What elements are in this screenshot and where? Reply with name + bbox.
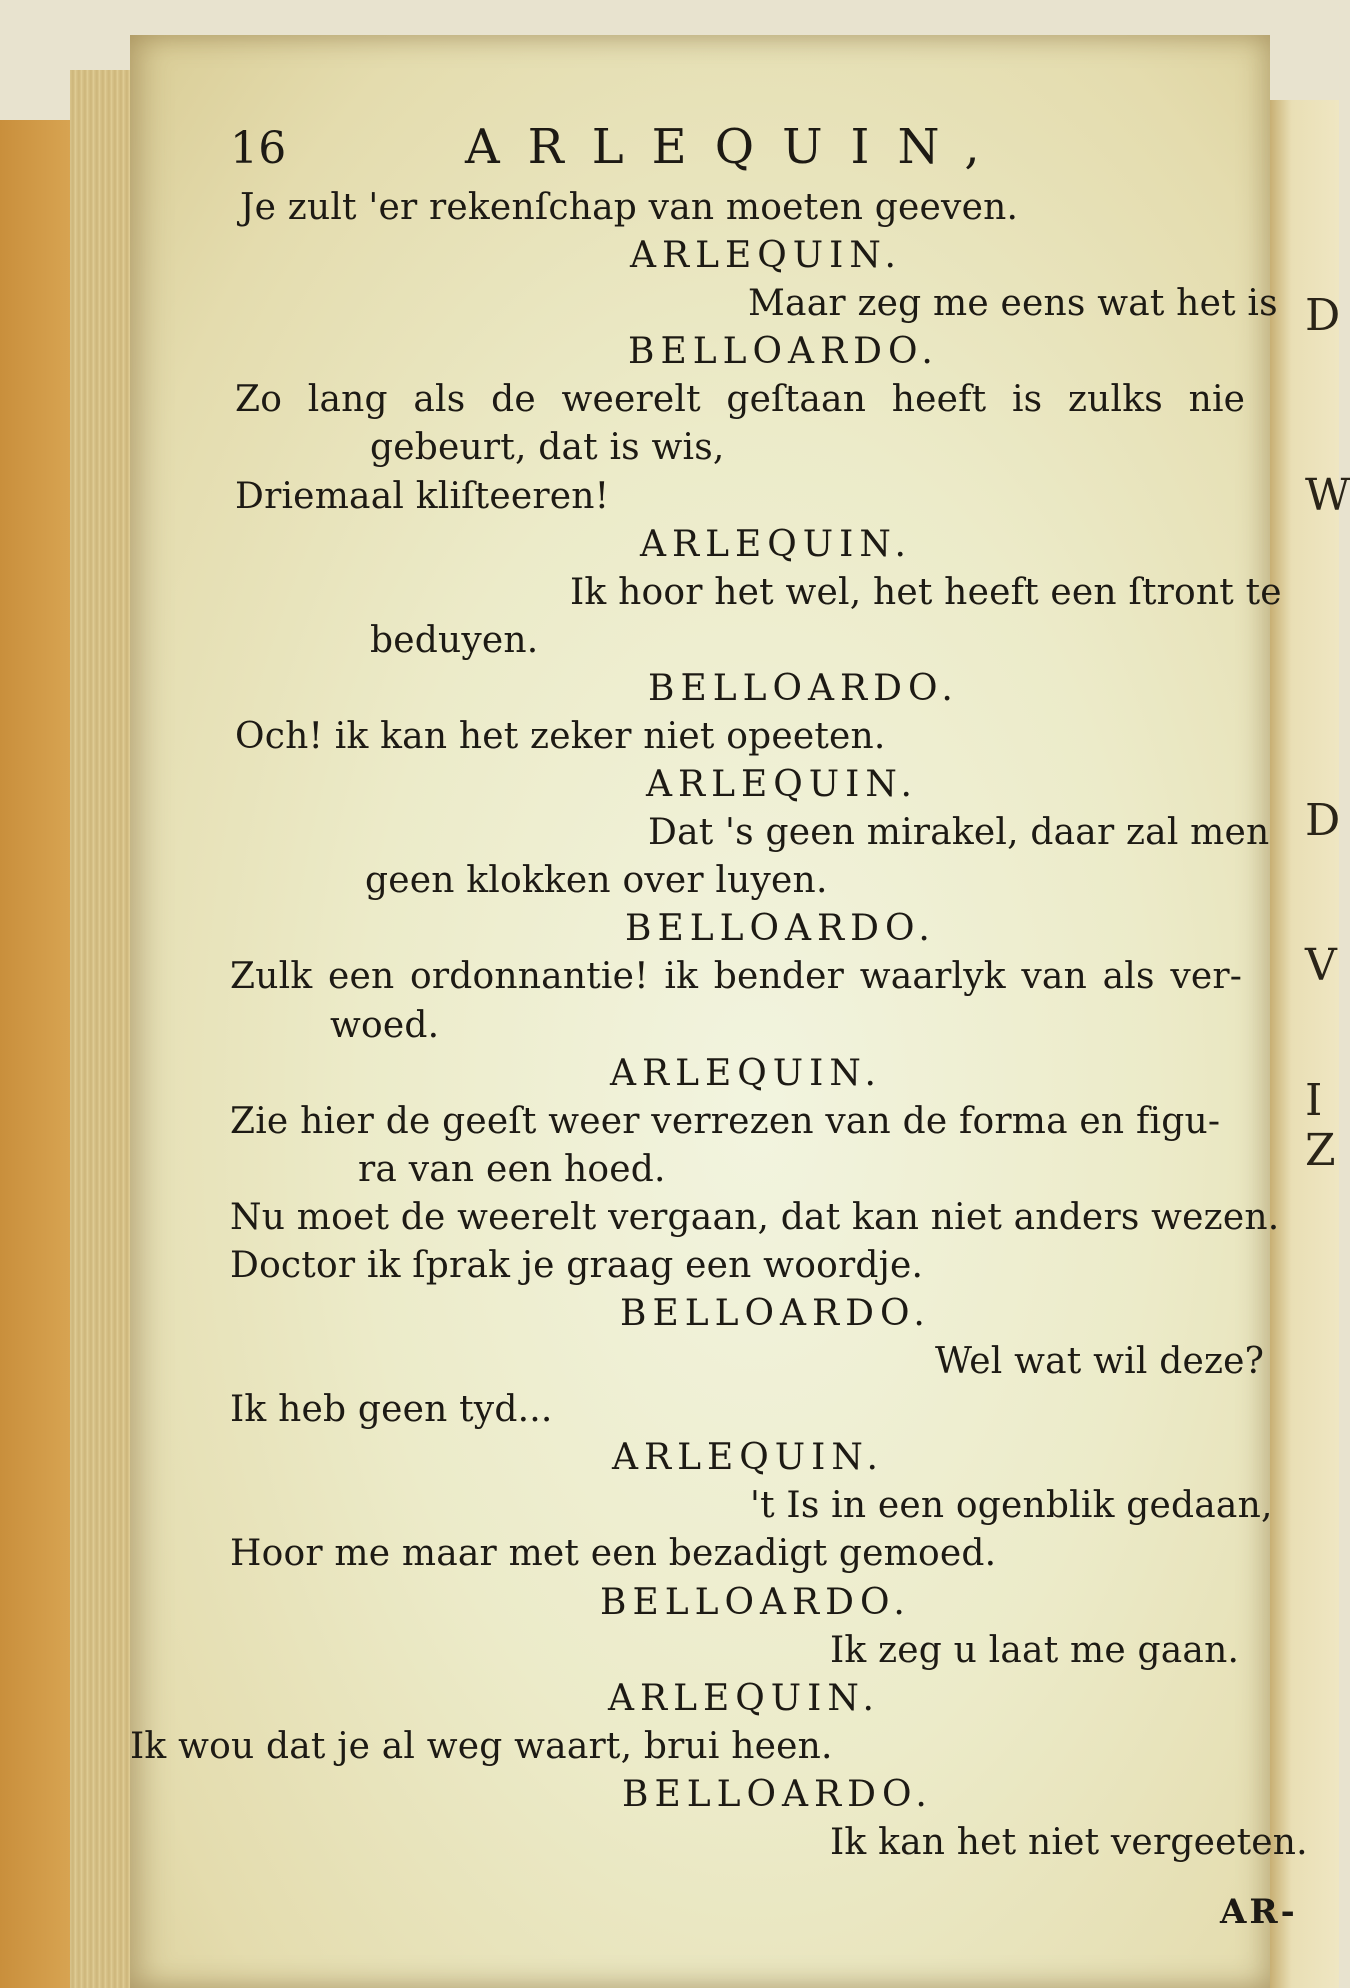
speaker-name: ARLEQUIN. — [610, 1053, 883, 1094]
text-line: Maar zeg me eens wat het is — [748, 283, 1278, 324]
catchword: AR- — [1220, 1892, 1298, 1932]
text-line: Nu moet de weerelt vergaan, dat kan niet anders wezen. — [230, 1197, 1280, 1238]
text-line: Ik heb geen tyd... — [230, 1389, 553, 1430]
facing-glyph: I — [1305, 1075, 1323, 1126]
speaker-name: ARLEQUIN. — [630, 235, 903, 276]
text-line: ra van een hoed. — [358, 1149, 666, 1190]
text-line: Driemaal kliſteeren! — [235, 476, 610, 517]
text-line: Och! ik kan het zeker niet opeeten. — [235, 716, 886, 757]
facing-page — [1260, 100, 1339, 1988]
speaker-name: BELLOARDO. — [600, 1582, 911, 1623]
speaker-name: ARLEQUIN. — [646, 764, 919, 805]
speaker-name: ARLEQUIN. — [612, 1437, 885, 1478]
facing-glyph: Z — [1305, 1125, 1336, 1176]
speaker-name: BELLOARDO. — [620, 1293, 931, 1334]
text-line: gebeurt, dat is wis, — [370, 427, 725, 468]
facing-glyph: D — [1305, 795, 1341, 846]
text-line: Ik wou dat je al weg waart, brui heen. — [130, 1726, 833, 1767]
text-line: woed. — [330, 1005, 440, 1046]
speaker-name: BELLOARDO. — [625, 908, 936, 949]
speaker-name: BELLOARDO. — [648, 668, 959, 709]
speaker-name: BELLOARDO. — [622, 1774, 933, 1815]
text-line: Dat 's geen mirakel, daar zal men — [648, 812, 1270, 853]
text-line: Ik kan het niet vergeeten. — [830, 1822, 1308, 1863]
text-line: Wel wat wil deze? — [935, 1341, 1265, 1382]
facing-glyph: D — [1305, 290, 1341, 341]
text-line: Doctor ik ſprak je graag een woordje. — [230, 1245, 924, 1286]
text-line: 't Is in een ogenblik gedaan, — [750, 1485, 1273, 1526]
text-line: Ik hoor het wel, het heeft een ſtront te — [570, 572, 1282, 613]
text-line: Zulk een ordonnantie! ik bender waarlyk van als ver- — [230, 956, 1243, 997]
text-line: Zo lang als de weerelt geſtaan heeft is zulks nie — [235, 379, 1246, 420]
text-line: beduyen. — [370, 620, 539, 661]
book-page — [130, 35, 1308, 1988]
page-number: 16 — [230, 123, 287, 174]
text-line: Zie hier de geeſt weer verrezen van de forma en figu- — [230, 1101, 1221, 1142]
text-line: geen klokken over luyen. — [365, 860, 828, 901]
running-title: ARLEQUIN, — [465, 119, 1008, 175]
text-line: Je zult 'er rekenſchap van moeten geeven. — [240, 187, 1019, 228]
text-line: Ik zeg u laat me gaan. — [830, 1630, 1240, 1671]
facing-glyph: W — [1305, 470, 1350, 521]
speaker-name: BELLOARDO. — [628, 331, 939, 372]
speaker-name: ARLEQUIN. — [608, 1678, 881, 1719]
facing-glyph: V — [1305, 940, 1337, 991]
text-line: Hoor me maar met een bezadigt gemoed. — [230, 1533, 997, 1574]
speaker-name: ARLEQUIN. — [640, 524, 913, 565]
